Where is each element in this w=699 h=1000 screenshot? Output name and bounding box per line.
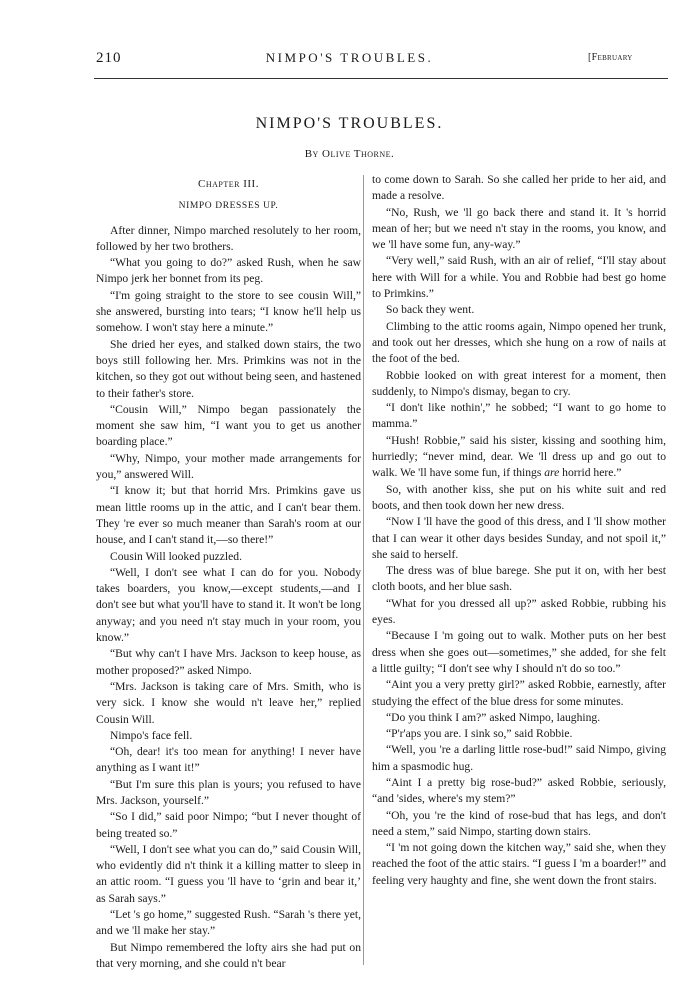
running-month <box>588 52 633 63</box>
chapter-heading-text: Chapter III. <box>198 178 259 190</box>
emphasis: are <box>544 466 560 480</box>
paragraph: “I know it; but that horrid Mrs. Primkins gave us mean little rooms up in the attic, and I can't bear them. They 're ever so much meaner than Sarah's room at our house, and I can't stand it,—so there!” <box>96 484 361 547</box>
right-column <box>372 172 666 889</box>
paragraph: “Very well,” said Rush, with an air of relief, “I'll stay about here with Will for a while. You and Robbie had best go home to Primkins.” <box>372 254 666 301</box>
paragraph: “Do you think I am?” asked Nimpo, laughing. <box>386 710 601 724</box>
paragraph: “Now I 'll have the good of this dress, and I 'll show mother that I can wear it other days besides Sunday, and not spoil it,” she said to herself. <box>372 515 666 561</box>
paragraph: She dried her eyes, and stalked down stairs, the two boys still following her. Mrs. Primkins was not in the kitchen, so they got out without being seen, and hastened to their father's store. <box>96 337 361 400</box>
paragraph: The dress was of blue barege. She put it on, with her best cloth boots, and her blue sash. <box>372 564 666 594</box>
paragraph: Cousin Will looked puzzled. <box>110 549 242 563</box>
paragraph: “No, Rush, we 'll go back there and stand it. It 's horrid mean of her; but we need n't stay in the rooms, you know, and we 'll have some fun, any-way.” <box>372 205 666 252</box>
paragraph: “So I did,” said poor Nimpo; “but I never thought of being treated so.” <box>96 810 361 840</box>
paragraph: “Well, you 're a darling little rose-bud!” said Nimpo, giving him a spasmodic hug. <box>372 743 666 773</box>
paragraph-text: “Hush! Robbie,” said his sister, kissing and soothing him, hurriedly; “never mind, dear. We 'll dress up and go out to walk. We 'll have some fun, if things <box>372 433 666 480</box>
paragraph: “Well, I don't see what you can do,” said Cousin Will, who evidently did n't think it a killing matter to sleep in an attic room. “I guess you 'll have to ‘grin and bear it,’ as Sarah says.” <box>96 842 361 905</box>
paragraph: “Aint you a very pretty girl?” asked Robbie, earnestly, after studying the effect of the blue dress for some minutes. <box>372 678 666 708</box>
page-number: 210 <box>96 50 122 66</box>
chapter-subheading: NIMPO DRESSES UP. <box>178 201 279 212</box>
article-title: NIMPO'S TROUBLES. <box>255 115 444 132</box>
paragraph: “Oh, dear! it's too mean for anything! I never have anything as I want it!” <box>96 745 361 775</box>
paragraph: “Well, I don't see what I can do for you. Nobody takes boarders, you know,—except students,—and I don't see but what you'll have to stand it. It won't be long anyway; and you need n't stay much in your room, you know.” <box>96 565 361 645</box>
running-title: NIMPO'S TROUBLES. <box>265 50 434 65</box>
byline <box>0 148 699 160</box>
paragraph: “But why can't I have Mrs. Jackson to keep house, as mother proposed?” asked Nimpo. <box>96 647 361 677</box>
left-column <box>96 172 361 972</box>
paragraph: “Why, Nimpo, your mother made arrangements for you,” answered Will. <box>96 451 361 482</box>
paragraph: “Aint I a pretty big rose-bud?” asked Robbie, seriously, “and 'sides, where's my stem?” <box>372 775 666 806</box>
paragraph: Nimpo's face fell. <box>110 728 193 742</box>
paragraph: “What for you dressed all up?” asked Robbie, rubbing his eyes. <box>372 596 666 627</box>
paragraph: “I 'm not going down the kitchen way,” said she, when they reached the foot of the attic stairs. “I guess I 'm a boarder!” and feeling very haughty and fine, she went down the front stairs. <box>372 841 666 887</box>
paragraph: “Cousin Will,” Nimpo began passionately the moment she saw him, “I want you to get us another boarding place.” <box>96 402 361 449</box>
paragraph: “I'm going straight to the store to see cousin Will,” she answered, bursting into tears; “I know he'll help us somehow. I won't stay here a minute.” <box>96 288 361 335</box>
paragraph: Robbie looked on with great interest for a moment, then suddenly, to Nimpo's dismay, began to cry. <box>372 368 666 398</box>
paragraph: “Let 's go home,” suggested Rush. “Sarah 's there yet, and we 'll make her stay.” <box>96 908 361 938</box>
paragraph: “Mrs. Jackson is taking care of Mrs. Smith, who is very sick. I know she would n't leave her,” replied Cousin Will. <box>96 679 361 726</box>
column-divider <box>363 175 364 965</box>
running-month-text: [February <box>588 52 633 63</box>
paragraph: So back they went. <box>386 303 475 317</box>
paragraph: “Because I 'm going out to walk. Mother puts on her best dress when she goes out—sometimes,” she added, for she felt a little guilty; “I don't see why I should n't do so too.” <box>372 629 666 675</box>
byline-text: By Olive Thorne. <box>304 148 395 160</box>
paragraph-continued: to come down to Sarah. So she called her pride to her aid, and made a resolve. <box>372 173 666 203</box>
chapter-heading <box>96 176 361 192</box>
paragraph: “I don't like nothin',” he sobbed; “I want to go home to mamma.” <box>372 401 666 431</box>
paragraph: “Oh, you 're the kind of rose-bud that has legs, and don't need a stem,” said Nimpo, starting down stairs. <box>372 808 666 838</box>
paragraph <box>372 433 666 482</box>
paragraph: But Nimpo remembered the lofty airs she had put on that very morning, and she could n't bear <box>96 940 361 970</box>
paragraph: So, with another kiss, she put on his white suit and red boots, and then took down her new dress. <box>372 482 666 512</box>
paragraph: “But I'm sure this plan is yours; you refused to have Mrs. Jackson, yourself.” <box>96 777 361 807</box>
paragraph: Climbing to the attic rooms again, Nimpo opened her trunk, and took out her dresses, which she hung on a row of nails at the foot of the bed. <box>372 319 666 366</box>
paragraph-text: horrid here.” <box>559 466 622 480</box>
paragraph: “What you going to do?” asked Rush, when he saw Nimpo jerk her bonnet from its peg. <box>96 256 361 286</box>
paragraph: After dinner, Nimpo marched resolutely to her room, followed by her two brothers. <box>96 223 361 253</box>
header-rule <box>94 78 668 79</box>
paragraph: “P'r'aps you are. I sink so,” said Robbie. <box>386 727 573 741</box>
